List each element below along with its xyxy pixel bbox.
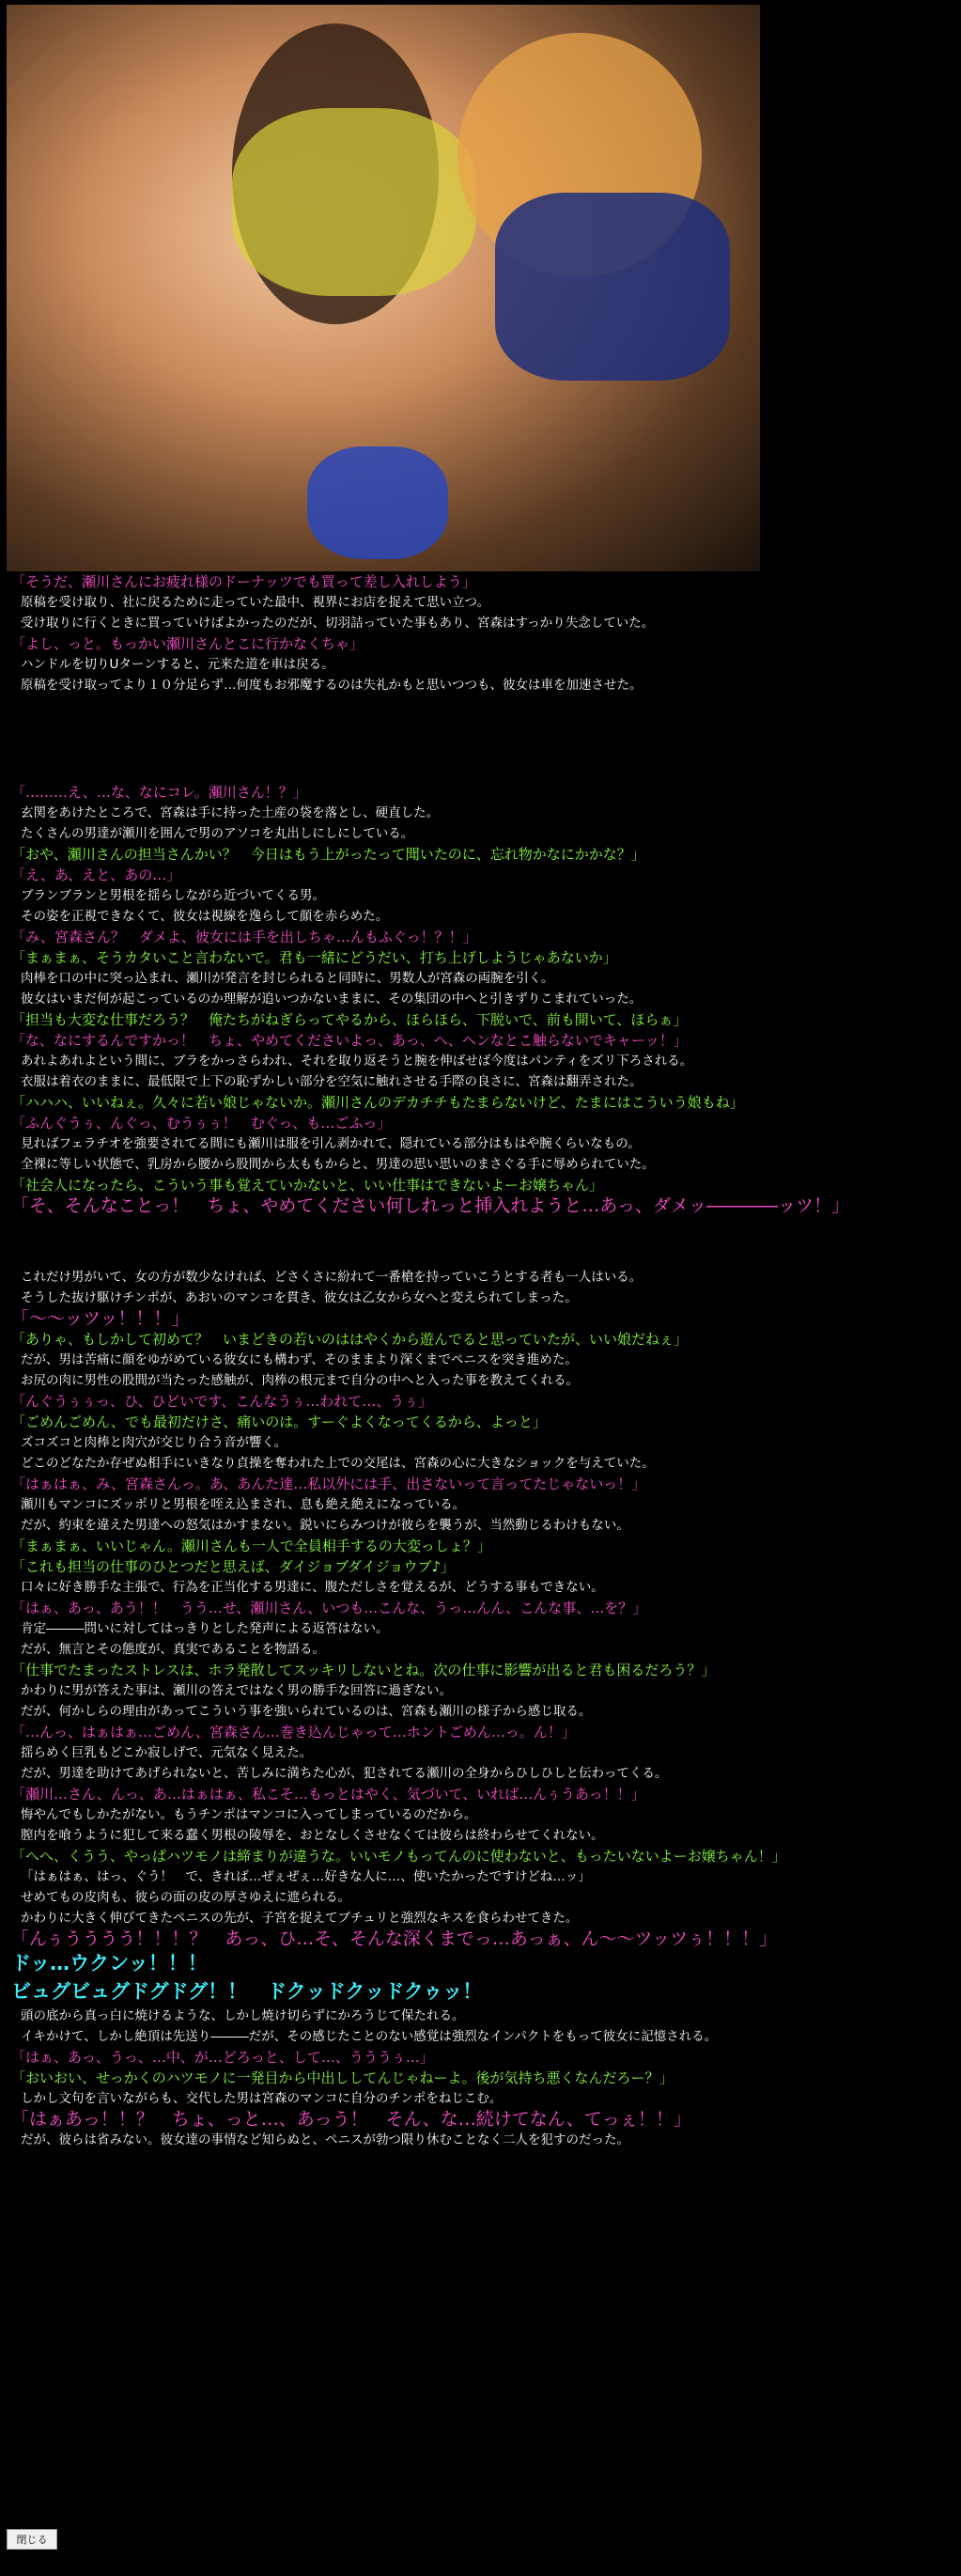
- dialogue-line: 「はぁあっ！！？ ちょ、っと…、あっう！ そん、な…続けてなん、てっぇ！！」: [11, 2109, 691, 2130]
- narration-line: 瀬川もマンコにズッポリと男根を咥え込まされ、息も絶え絶えになっている。: [21, 1497, 466, 1512]
- narration-line: 原稿を受け取り、社に戻るために走っていた最中、視界にお店を捉えて思い立つ。: [21, 595, 489, 610]
- narration-line: だが、無言とその態度が、真実であることを物語る。: [21, 1642, 325, 1657]
- illustration-shape: [495, 193, 730, 381]
- dialogue-line: 「…んっ、はぁはぁ…ごめん、宮森さん…巻き込んじゃって…ホントごめん…っ。ん！」: [11, 1724, 576, 1741]
- dialogue-line: 「ありゃ、もしかして初めて？ いまどきの若いのははやくから遊んでると思っていたが、いい娘だねぇ」: [11, 1331, 689, 1348]
- narration-line: これだけ男がいて、女の方が数少なければ、どさくさに紛れて一番槍を持っていこうとする者も一人はいる。: [21, 1270, 643, 1285]
- narration-line: だが、何かしらの理由があってこういう事を強いられているのは、宮森も瀬川の様子から感じ取る。: [21, 1704, 592, 1719]
- narration-line: イキかけて、しかし絶頂は先送り―――だが、その感じたことのない感覚は強烈なインパクトをもって彼女に記憶される。: [21, 2029, 718, 2044]
- narration-line: 揺らめく巨乳もどこか寂しげで、元気なく見えた。: [21, 1745, 313, 1760]
- dialogue-line: 「ハハハ、いいねぇ。久々に若い娘じゃないか。瀬川さんのデカチチもたまらないけど、たまにはこういう娘もね」: [11, 1094, 744, 1111]
- dialogue-line: ドッ…ウクンッ！！！: [11, 1952, 208, 1975]
- narration-line: ハンドルを切りUターンすると、元来た道を車は戻る。: [21, 657, 334, 672]
- dialogue-line: 「まぁまぁ、そうカタいこと言わないで。君も一緒にどうだい、打ち上げしようじゃあないか」: [11, 949, 617, 966]
- narration-line: どこのどなたか存ぜぬ相手にいきなり貞操を奪われた上での交尾は、宮森の心に大きなショックを与えていた。: [21, 1456, 655, 1471]
- narration-line: だが、男は苦痛に顔をゆがめている彼女にも構わず、そのままより深くまでペニスを突き進めた。: [21, 1352, 578, 1367]
- narration-line: あれよあれよという間に、ブラをかっさらわれ、それを取り返そうと腕を伸ばせば今度はパンティをズリ下ろされる。: [21, 1054, 693, 1069]
- dialogue-line: 「………え、…な、なにコレ。瀬川さん！？」: [11, 784, 307, 801]
- narration-line: 膣内を喰うように犯して来る蠢く男根の陵辱を、おとなしくさせなくては彼らは終わらせてくれない。: [21, 1828, 604, 1843]
- dialogue-line: 「ごめんごめん、でも最初だけさ、痛いのは。すーぐよくなってくるから、よっと」: [11, 1413, 547, 1430]
- narration-line: お尻の肉に男性の股間が当たった感触が、肉棒の根元まで自分の中へと入った事を教えてくれる。: [21, 1373, 579, 1388]
- illustration-shape: [307, 446, 448, 559]
- dialogue-line: 「はぁはぁ、み、宮森さんっ。あ、あんた達…私以外には手、出さないって言ってたじゃないっ！」: [11, 1475, 646, 1492]
- narration-line: しかし文句を言いながらも、交代した男は宮森のマンコに自分のチンポをねじこむ。: [21, 2091, 503, 2106]
- narration-line: 「はぁはぁ、はっ、ぐう！ で、きれば…ぜぇぜぇ…好きな人に…、使いたかったですけどね…ッ」: [21, 1869, 591, 1884]
- dialogue-line: 「まぁまぁ、いいじゃん。瀬川さんも一人で全員相手するの大変っしょ？」: [11, 1538, 491, 1554]
- dialogue-line: 「そ、そんなことっ！ ちょ、やめてください何しれっと挿入れようと…あっ、ダメッ――――ッツ！」: [11, 1195, 850, 1216]
- narration-line: だが、彼らは省みない。彼女達の事情など知らぬと、ペニスが勃つ限り休むことなく二人を犯すのだった。: [21, 2132, 629, 2147]
- dialogue-line: 「これも担当の仕事のひとつだと思えば、ダイジョブダイジョウブ♪」: [11, 1558, 456, 1575]
- narration-line: せめてもの皮肉も、彼らの面の皮の厚さゆえに遮られる。: [21, 1890, 350, 1905]
- dialogue-line: 「そうだ、瀬川さんにお疲れ様のドーナッツでも買って差し入れしよう」: [11, 573, 476, 590]
- spacer: [11, 710, 951, 731]
- dialogue-line: 「仕事でたまったストレスは、ホラ発散してスッキリしないとね。次の仕事に影響が出ると君も困るだろう？」: [11, 1662, 716, 1678]
- narration-line: そうした抜け駆けチンポが、あおいのマンコを貫き、彼女は乙女から女へと変えられてしまった。: [21, 1290, 578, 1305]
- dialogue-line: 「瀬川…さん、んっ、あ…はぁはぁ、私こそ…もっとはやく、気づいて、いれば…んぅうあっ！！」: [11, 1786, 645, 1803]
- narration-line: かわりに大きく伸びてきたペニスの先が、子宮を捉えてブチュリと強烈なキスを食らわせてきた。: [21, 1911, 579, 1926]
- narration-line: だが、男達を助けてあげられないと、苦しみに満ちた心が、犯されてる瀬川の全身からひしひしと伝わってくる。: [21, 1766, 668, 1781]
- dialogue-line: 「おいおい、せっかくのハツモノに一発目から中出ししてんじゃねーよ。後が気持ち悪くなんだろー？」: [11, 2069, 674, 2086]
- dialogue-line: 「み、宮森さん？ ダメよ、彼女には手を出しちゃ…んもふぐっ！？！」: [11, 929, 477, 945]
- dialogue-line: 「社会人になったら、こういう事も覚えていかないと、いい仕事はできないよーお嬢ちゃん」: [11, 1177, 604, 1194]
- dialogue-line: 「んぐうぅぅっ、ひ、ひどいです、こんなうぅ…われて…、うぅ」: [11, 1393, 433, 1410]
- narration-line: 全裸に等しい状態で、乳房から腰から股間から太ももからと、男達の思い思いのまさぐる手に辱められていた。: [21, 1157, 655, 1172]
- spacer: [11, 746, 951, 767]
- dialogue-line: 「んぅうううう！！！？ あっ、ひ…そ、そんな深くまでっ…あっぁ、ん～～ツッツぅ！！！」: [11, 1928, 778, 1949]
- dialogue-line: 「おや、瀬川さんの担当さんかい？ 今日はもう上がったって聞いたのに、忘れ物かなにかかな？」: [11, 846, 645, 863]
- dialogue-line: 「はぁ、あっ、あう！！ うう…せ、瀬川さん、いつも…こんな、うっ…んん、こんな事、…を？」: [11, 1600, 647, 1616]
- dialogue-line: 「え、あ、えと、あの…」: [11, 866, 181, 883]
- narration-line: 見ればフェラチオを強要されてる間にも瀬川は服を引ん剥かれて、隠れている部分はもはや腕くらいなもの。: [21, 1136, 641, 1151]
- narration-line: 頭の底から真っ白に焼けるような、しかし焼け切らずにかろうじて保たれる。: [21, 2008, 465, 2023]
- illustration-shape: [232, 108, 476, 296]
- dialogue-line: 「へへ、くうう、やっぱハツモノは締まりが違うな。いいモノもってんのに使わないと、もったいないよーお嬢ちゃん！」: [11, 1848, 786, 1865]
- narration-line: かわりに男が答えた事は、瀬川の答えではなく男の勝手な回答に過ぎない。: [21, 1683, 452, 1698]
- dialogue-line: 「ふんぐうぅ、んぐっ、むうぅぅ！ むぐっ、も…ごふっ」: [11, 1115, 392, 1132]
- narration-line: 衣服は着衣のままに、最低限で上下の恥ずかしい部分を空気に触れさせる手際の良さに、宮森は翻弄された。: [21, 1074, 643, 1089]
- narration-line: 肉棒を口の中に突っ込まれ、瀬川が発言を封じられると同時に、男数人が宮森の両腕を引く。: [21, 971, 554, 986]
- narration-line: 原稿を受け取ってより１０分足らず…何度もお邪魔するのは失礼かもと思いつつも、彼女は車を加速させた。: [21, 678, 643, 693]
- narration-line: 肯定―――問いに対してはっきりとした発声による返答はない。: [21, 1621, 389, 1636]
- narration-line: だが、約束を違えた男達への怒気はかすまない。鋭いにらみつけが彼らを襲うが、当然動じるわけもない。: [21, 1518, 629, 1533]
- narration-line: 悔やんでもしかたがない。もうチンポはマンコに入ってしまっているのだから。: [21, 1807, 477, 1822]
- close-button[interactable]: 閉じる: [7, 2529, 57, 2550]
- story-text: [11, 571, 951, 2150]
- dialogue-line: ビュグビュグドグドグ！！ ドクッドクッドクゥッ！: [11, 1980, 483, 2003]
- narration-line: 口々に好き勝手な主張で、行為を正当化する男達に、腹ただしさを覚えるが、どうする事もできない。: [21, 1580, 604, 1595]
- narration-line: ブランブランと男根を揺らしながら近づいてくる男。: [21, 888, 325, 903]
- narration-line: 玄関をあけたところで、宮森は手に持った土産の袋を落とし、硬直した。: [21, 805, 440, 820]
- dialogue-line: 「よし、っと。もっかい瀬川さんとこに行かなくちゃ」: [11, 635, 364, 652]
- narration-line: ズコズコと肉棒と肉穴が交じり合う音が響く。: [21, 1435, 287, 1450]
- dialogue-line: 「～～ッツッ！！！」: [11, 1308, 190, 1329]
- narration-line: その姿を正視できなくて、彼女は視線を逸らして顔を赤らめた。: [21, 909, 389, 924]
- dialogue-line: 「な、なにするんですかっ！ ちょ、やめてくださいよっ、あっ、へ、ヘンなとこ触らないでキャーッ！」: [11, 1032, 688, 1049]
- dialogue-line: 「はぁ、あっ、うっ、…中、が…どろっと、して…、うううぅ…」: [11, 2049, 434, 2066]
- narration-line: たくさんの男達が瀬川を囲んで男のアソコを丸出しにしにしている。: [21, 826, 414, 841]
- narration-line: 彼女はいまだ何が起こっているのか理解が追いつかないままに、その集団の中へと引きずりこまれていった。: [21, 991, 643, 1007]
- story-illustration: [7, 5, 760, 571]
- spacer: [11, 1231, 951, 1252]
- narration-line: 受け取りに行くときに買っていけばよかったのだが、切羽詰っていた事もあり、宮森はすっかり失念していた。: [21, 616, 655, 631]
- dialogue-line: 「担当も大変な仕事だろう？ 俺たちがねぎらってやるから、ほらほら、下脱いで、前も開いて、ほらぁ」: [11, 1011, 688, 1028]
